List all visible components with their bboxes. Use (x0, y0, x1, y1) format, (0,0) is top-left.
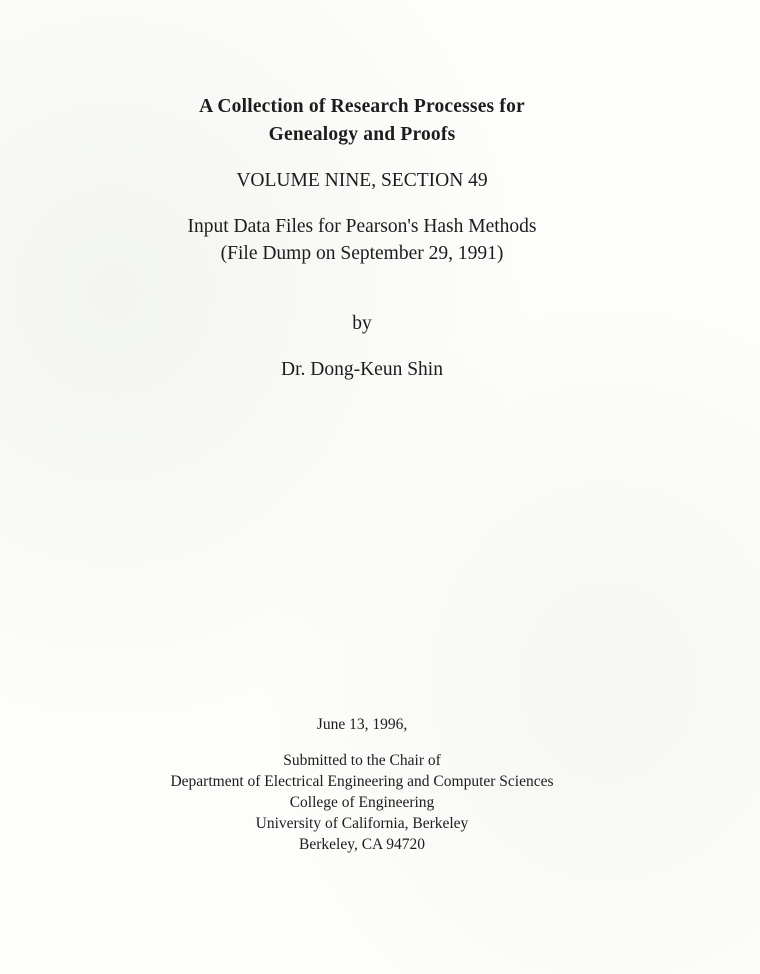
byline: by (352, 313, 372, 334)
submission-line-3: College of Engineering (289, 794, 435, 811)
subtitle-line-1: Input Data Files for Pearson's Hash Methods (187, 216, 537, 237)
submission-line-5: Berkeley, CA 94720 (299, 836, 425, 853)
author-name: Dr. Dong-Keun Shin (281, 359, 443, 380)
submission-line-4: University of California, Berkeley (255, 815, 469, 832)
title-line-2: Genealogy and Proofs (268, 124, 456, 145)
submission-line-2: Department of Electrical Engineering and Computer Sciences (170, 773, 554, 790)
submission-line-1: Submitted to the Chair of (283, 752, 441, 769)
subtitle-line-2: (File Dump on September 29, 1991) (220, 243, 504, 264)
document-date: June 13, 1996, (316, 716, 408, 733)
title-line-1: A Collection of Research Processes for (199, 96, 525, 117)
volume-section: VOLUME NINE, SECTION 49 (236, 170, 488, 191)
